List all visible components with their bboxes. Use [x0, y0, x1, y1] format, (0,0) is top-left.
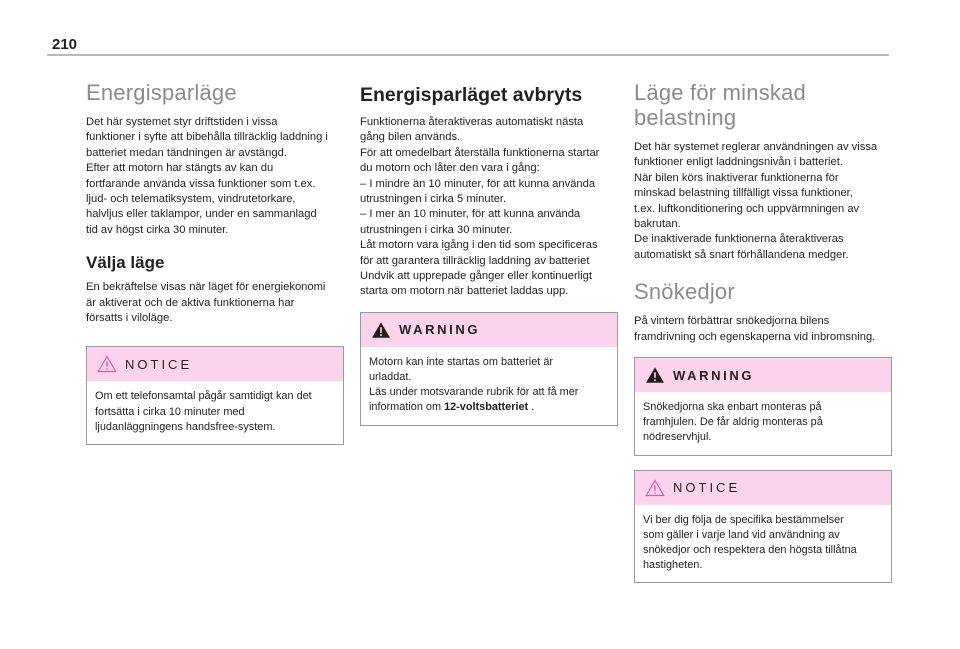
avbryts-text: Funktionerna återaktiveras automatiskt nästa gång bilen används. För att omedelbart återställa funktionerna startar du motorn och låter den vara i gång: – I mindre än 10 minuter, för att kunna använda utrustningen i cirka 5 minuter. – I mer än 10 minuter, för att kunna använda utrustningen i cirka 30 minuter. Låt motorn vara igång i den tid som specificeras för att garantera tillräcklig laddning av batteriet Undvik att upprepade gånger eller kontinuerligt starta om motorn när batteriet laddas upp. — [360, 116, 600, 298]
load-reduction-text: Det här systemet reglerar användningen av vissa funktioner enligt laddningsnivån i batteriet. När bilen körs inaktiverar funktionerna för minskad belastning tillfälligt vissa funktioner, t.ex. luftkonditionering och uppvärmningen av bakrutan. De inaktiverade funktionerna återaktiveras automatiskt så snart förhållandena medger. — [634, 141, 878, 261]
warning-text-main: Motorn kan inte startas om batteriet är urladdat. Läs under motsvarande rubrik för att få mer information om — [369, 355, 579, 414]
section-title-minskad-belastning: Läge för minskad belastning — [634, 80, 806, 130]
notice-label: NOTICE — [673, 480, 741, 496]
snokedjor-text: På vintern förbättrar snökedjorna bilens framdrivning och egenskaperna vid inbromsning. — [634, 315, 876, 343]
notice-header — [87, 347, 343, 381]
notice-header — [635, 471, 891, 505]
warning-text-end: . — [528, 401, 535, 414]
valja-lage-text: En bekräftelse visas när läget för energiekonomi är aktiverat och de aktiva funktionerna har försatts i viloläge. — [86, 281, 326, 325]
column-load-reduction — [634, 80, 892, 583]
notice-triangle-icon — [645, 479, 665, 497]
warning-box-battery — [360, 312, 618, 426]
notice-triangle-icon — [97, 355, 117, 373]
column-energy-saving — [86, 80, 344, 445]
warning-header — [361, 313, 617, 347]
section-title-snokedjor: Snökedjor — [634, 279, 735, 305]
section-title-energisparlage: Energisparläge — [86, 80, 237, 105]
warning-text: Snökedjorna ska enbart monteras på framhjulen. De får aldrig monteras på nödreservhjul. — [643, 401, 823, 444]
section-title-avbryts: Energisparläget avbryts — [360, 84, 583, 106]
subsection-title-valja-lage: Välja läge — [86, 253, 165, 273]
header-rule — [47, 54, 889, 56]
warning-label: WARNING — [673, 367, 755, 383]
warning-box-snow-chains — [634, 357, 892, 456]
notice-box-phone — [86, 346, 344, 445]
warning-text — [369, 355, 609, 416]
energy-saving-intro: Det här systemet styr driftstiden i vissa funktioner i syfte att bibehålla tillräcklig laddning i batteriet medan tändningen är avstängd. Efter att motorn har stängts av kan du fortfarande använda vissa funktioner som t.ex. ljud- och telematiksystem, vindrutetorkare, halvljus eller taklampor, under en sammanlagd tid av högst cirka 30 minuter. — [86, 116, 328, 236]
page-number: 210 — [52, 36, 78, 53]
notice-text: Om ett telefonsamtal pågår samtidigt kan det fortsätta i cirka 10 minuter med ljudanläggningens handsfree-system. — [95, 390, 312, 433]
warning-label: WARNING — [399, 322, 481, 338]
notice-text: Vi ber dig följa de specifika bestämmelser som gäller i varje land vid användning av snökedjor och respektera den högsta tillåtna hastigheten. — [643, 513, 857, 572]
warning-link-battery[interactable]: 12-voltsbatteriet — [444, 401, 529, 414]
warning-header — [635, 358, 891, 392]
warning-triangle-icon — [645, 366, 665, 384]
column-energy-saving-cancel — [360, 80, 618, 426]
notice-box-snow-chains — [634, 470, 892, 584]
warning-triangle-icon — [371, 321, 391, 339]
notice-label: NOTICE — [125, 356, 193, 372]
